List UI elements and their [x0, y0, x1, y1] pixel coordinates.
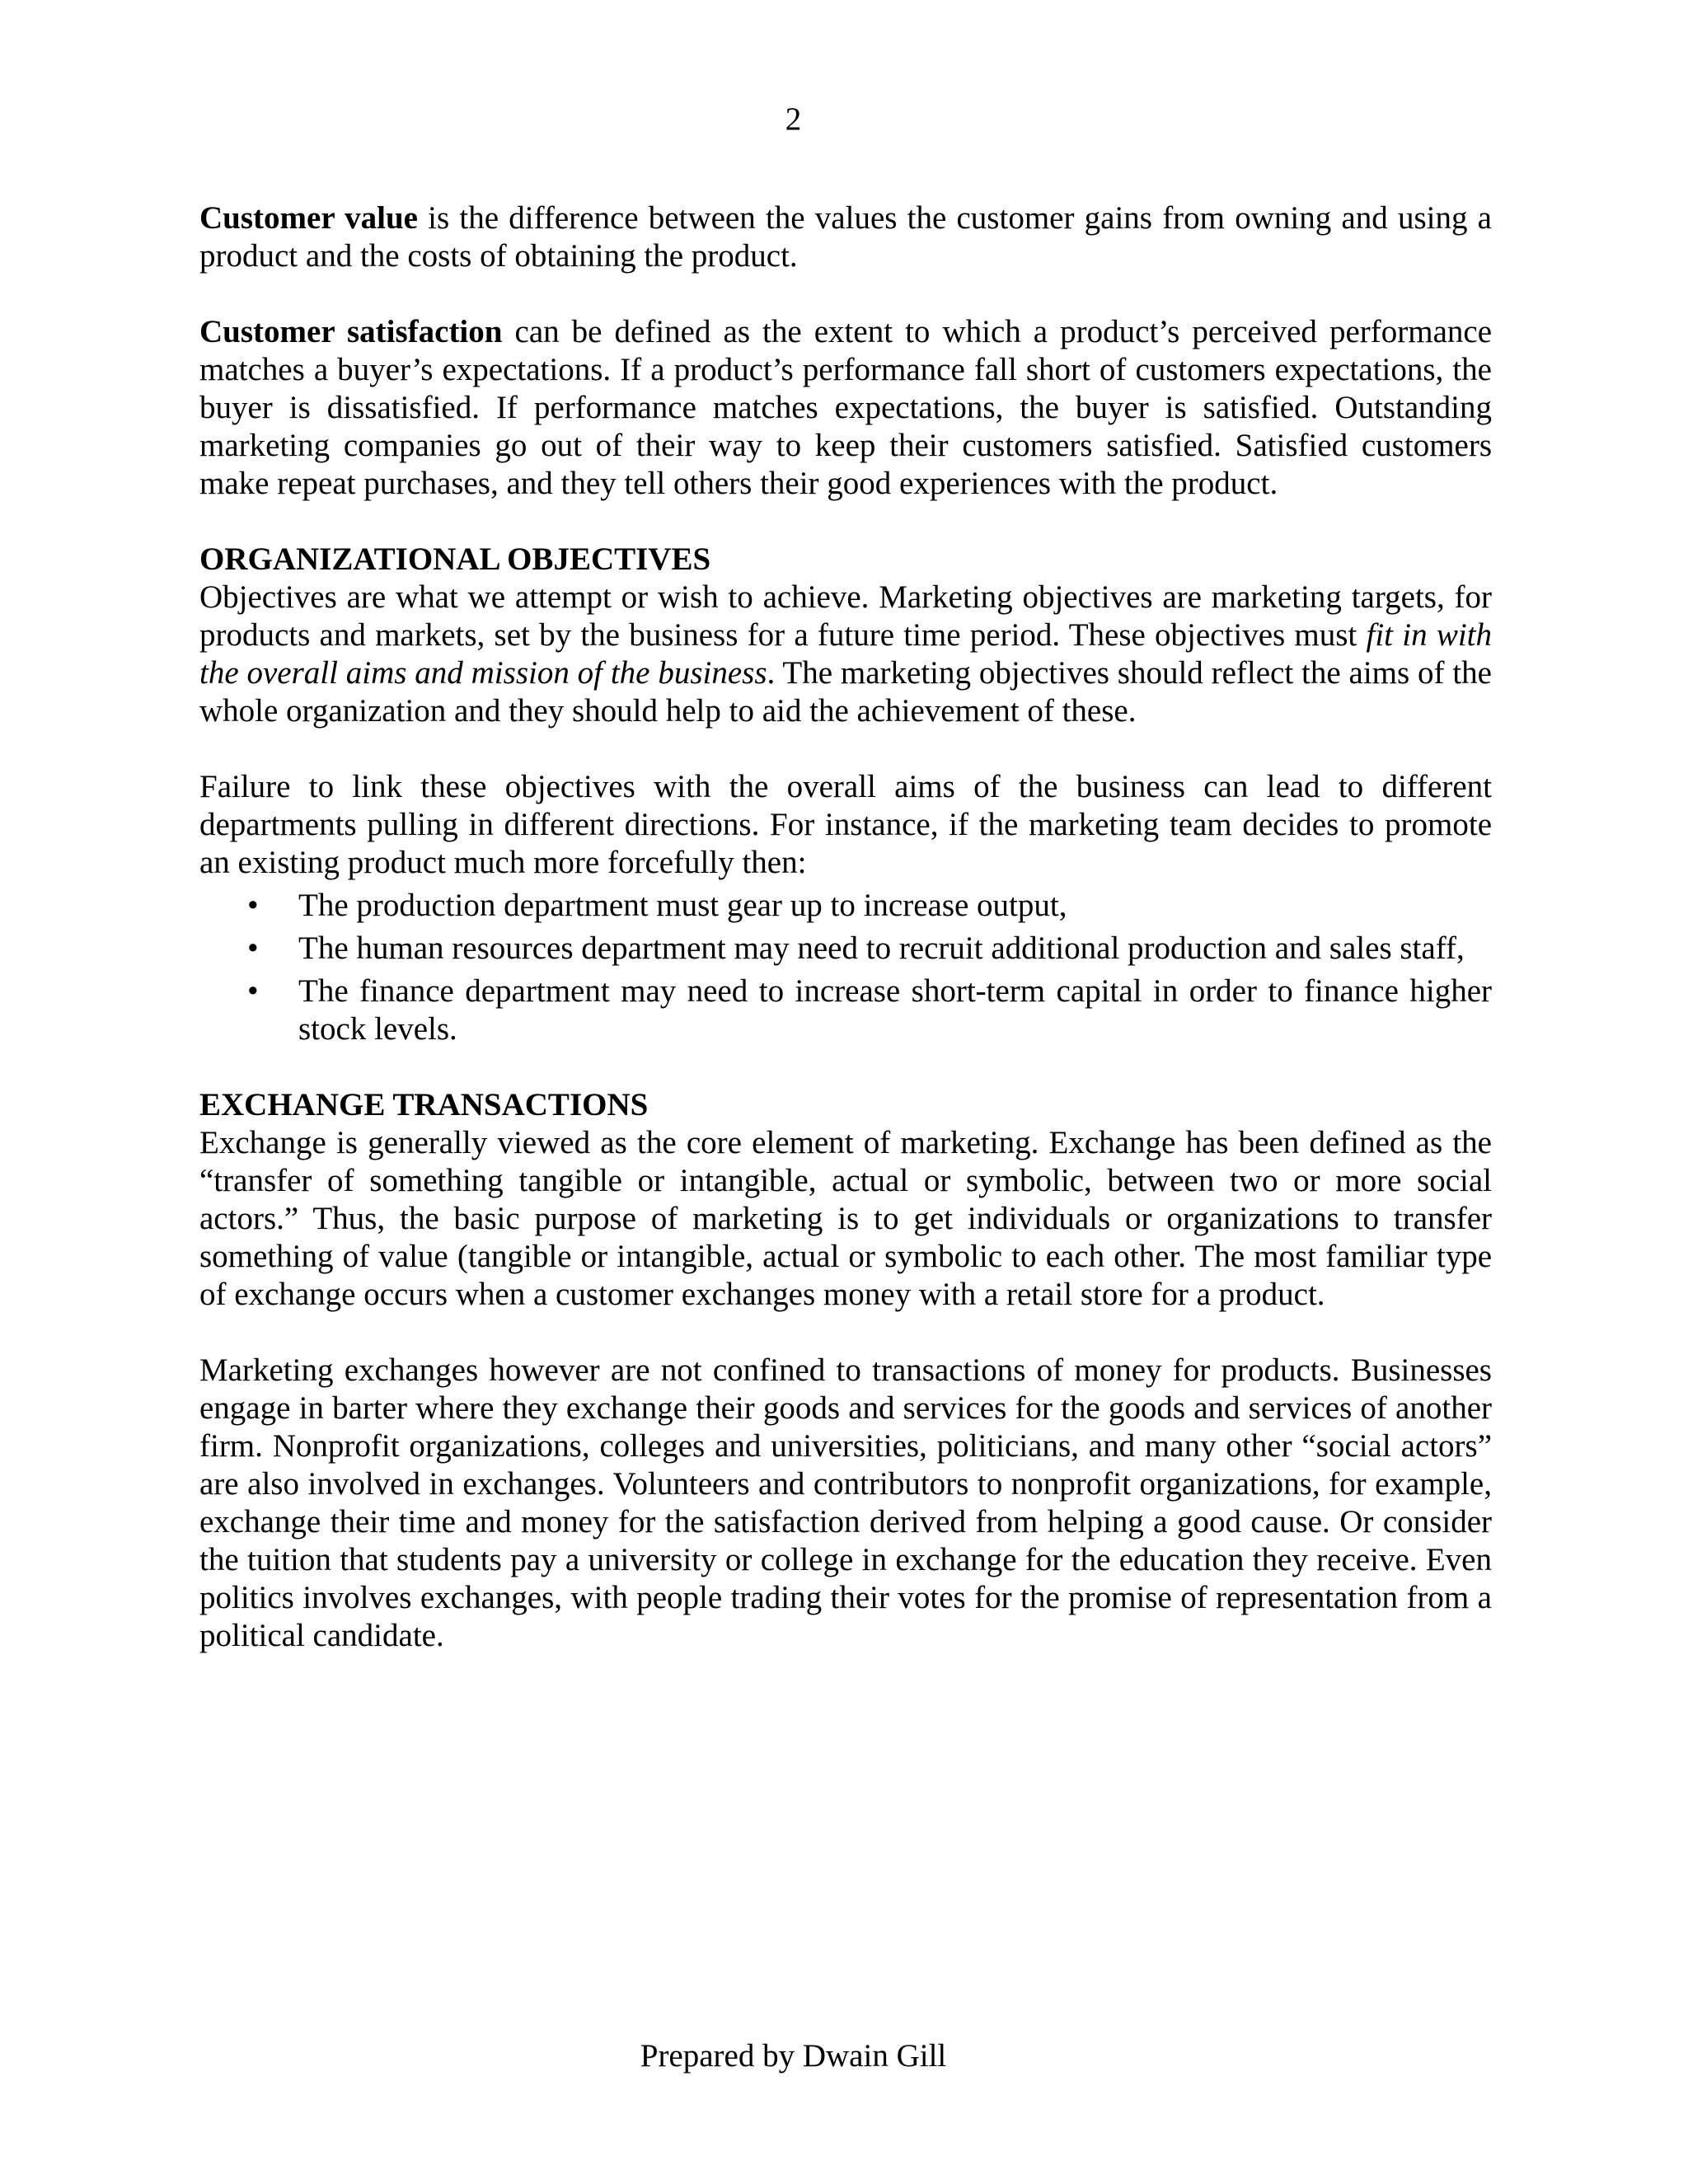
customer-value-paragraph [199, 199, 1492, 275]
exchange-transactions-heading: EXCHANGE TRANSACTIONS [199, 1087, 649, 1122]
exchange-paragraph-2: Marketing exchanges however are not confined to transactions of money for products. Businesses engage in barter where they exchange their goods and services for the goods and services of another firm. Nonprofit organizations, colleges and universities, politicians, and many other “social actors” are also involved in exchanges. Volunteers and contributors to nonprofit organizations, for example, exchange their time and money for the satisfaction derived from helping a good cause. Or consider the tuition that students pay a university or college in exchange for the education they receive. Even politics involves exchanges, with people trading their votes for the promise of representation from a political candidate. [199, 1352, 1492, 1653]
org-objectives-paragraph-2: Failure to link these objectives with the overall aims of the business can lead to different departments pulling in different directions. For instance, if the marketing team decides to promote an existing product much more forcefully then: [199, 769, 1492, 880]
exchange-paragraph-1: Exchange is generally viewed as the core element of marketing. Exchange has been defined as the “transfer of something tangible or intangible, actual or symbolic, between two or more social actors.” Thus, the basic purpose of marketing is to get individuals or organizations to transfer something of value (tangible or intangible, actual or symbolic to each other. The most familiar type of exchange occurs when a customer exchanges money with a retail store for a product. [199, 1125, 1492, 1312]
bullet-icon: • [247, 930, 259, 966]
list-item-text: The finance department may need to increase short-term capital in order to finance higher stock levels. [298, 973, 1492, 1047]
list-item-text: The human resources department may need to recruit additional production and sales staff, [298, 930, 1465, 966]
org-objectives-p1-text: Objectives are what we attempt or wish to achieve. Marketing objectives are marketing targets, for products and markets, set by the business for a future time period. These objectives must [199, 579, 1492, 653]
document-body [199, 199, 1492, 1655]
department-bullet-list [199, 887, 1492, 1048]
org-objectives-paragraph-1 [199, 579, 1492, 730]
org-objectives-p1-tail: . The marketing objectives should reflect the aims of the whole organization and they should help to aid the achievement of these. [199, 655, 1492, 729]
page-number: 2 [785, 101, 802, 137]
page-footer: Prepared by Dwain Gill [640, 2038, 947, 2074]
list-item [199, 972, 1492, 1048]
list-item [199, 887, 1492, 925]
org-objectives-p1-emphasis: fit in with the overall aims and mission of the business [199, 617, 1492, 691]
bullet-icon: • [247, 973, 259, 1009]
list-item-text: The production department must gear up to increase output, [298, 888, 1067, 923]
customer-satisfaction-paragraph [199, 313, 1492, 503]
org-objectives-heading: ORGANIZATIONAL OBJECTIVES [199, 541, 711, 577]
list-item [199, 930, 1492, 968]
customer-value-definition: is the difference between the values the customer gains from owning and using a product and the costs of obtaining the product. [199, 200, 1492, 274]
customer-value-term: Customer value [199, 200, 418, 236]
customer-satisfaction-definition: can be defined as the extent to which a product’s perceived performance matches a buyer’s expectations. If a product’s performance fall short of customers expectations, the buyer is dissatisfied. If performance matches expectations, the buyer is satisfied. Outstanding marketing companies go out of their way to keep their customers satisfied. Satisfied customers make repeat purchases, and they tell others their good experiences with the product. [199, 314, 1493, 501]
bullet-icon: • [247, 888, 259, 923]
customer-satisfaction-term: Customer satisfaction [199, 314, 503, 349]
